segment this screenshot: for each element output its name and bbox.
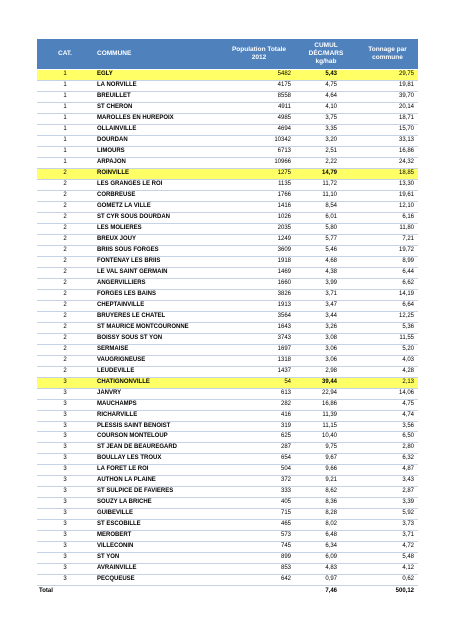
table-row bbox=[37, 509, 418, 520]
cell-population: 1275 bbox=[223, 168, 295, 179]
cell-population: 1660 bbox=[223, 278, 295, 289]
cell-cumul: 6,48 bbox=[295, 531, 357, 542]
cell-population: 333 bbox=[223, 487, 295, 498]
cell-commune: COURSON MONTELOUP bbox=[93, 432, 223, 443]
cell-commune: ST CYR SOUS DOURDAN bbox=[93, 212, 223, 223]
cell-cumul: 8,36 bbox=[295, 498, 357, 509]
cell-cumul: 8,54 bbox=[295, 201, 357, 212]
cell-tonnage: 4,12 bbox=[357, 564, 418, 575]
cell-cumul: 11,10 bbox=[295, 190, 357, 201]
cell-cat: 3 bbox=[37, 410, 93, 421]
cell-tonnage: 8,99 bbox=[357, 256, 418, 267]
cell-commune: VILLECONIN bbox=[93, 542, 223, 553]
cell-cumul: 4,64 bbox=[295, 91, 357, 102]
header-commune: COMMUNE bbox=[93, 39, 223, 70]
cell-cat: 1 bbox=[37, 102, 93, 113]
cell-commune: ANGERVILLIERS bbox=[93, 278, 223, 289]
cell-cat: 1 bbox=[37, 91, 93, 102]
table-row bbox=[37, 355, 418, 366]
cell-cat: 2 bbox=[37, 311, 93, 322]
cell-commune: BOULLAY LES TROUX bbox=[93, 454, 223, 465]
cell-cat: 3 bbox=[37, 432, 93, 443]
cell-population: 465 bbox=[223, 520, 295, 531]
cell-population: 642 bbox=[223, 575, 295, 586]
cell-tonnage: 3,71 bbox=[357, 531, 418, 542]
cell-tonnage: 13,30 bbox=[357, 179, 418, 190]
cell-population: 1469 bbox=[223, 267, 295, 278]
table-header bbox=[37, 39, 418, 70]
cell-cumul: 11,15 bbox=[295, 421, 357, 432]
cell-cumul: 3,44 bbox=[295, 311, 357, 322]
cell-cumul: 6,34 bbox=[295, 542, 357, 553]
table-row bbox=[37, 201, 418, 212]
table-row bbox=[37, 190, 418, 201]
cell-cumul: 2,22 bbox=[295, 157, 357, 168]
commune-table bbox=[37, 39, 418, 596]
cell-cumul: 4,68 bbox=[295, 256, 357, 267]
cell-cat: 2 bbox=[37, 201, 93, 212]
cell-cumul: 3,71 bbox=[295, 289, 357, 300]
cell-cat: 2 bbox=[37, 267, 93, 278]
cell-tonnage: 18,71 bbox=[357, 113, 418, 124]
cell-cat: 2 bbox=[37, 234, 93, 245]
cell-tonnage: 19,61 bbox=[357, 190, 418, 201]
cell-population: 1697 bbox=[223, 344, 295, 355]
cell-commune: LEUDEVILLE bbox=[93, 366, 223, 377]
cell-cumul: 4,75 bbox=[295, 80, 357, 91]
table-row bbox=[37, 70, 418, 81]
cell-cat: 3 bbox=[37, 421, 93, 432]
cell-tonnage: 4,72 bbox=[357, 542, 418, 553]
cell-population: 625 bbox=[223, 432, 295, 443]
table-body bbox=[37, 70, 418, 586]
cell-cat: 3 bbox=[37, 575, 93, 586]
cell-cumul: 2,51 bbox=[295, 146, 357, 157]
cell-cumul: 3,99 bbox=[295, 278, 357, 289]
commune-tonnage-sheet bbox=[37, 39, 418, 596]
table-row bbox=[37, 575, 418, 586]
cell-cat: 3 bbox=[37, 564, 93, 575]
cell-population: 3564 bbox=[223, 311, 295, 322]
cell-population: 715 bbox=[223, 509, 295, 520]
table-row bbox=[37, 80, 418, 91]
header-cat: CAT. bbox=[37, 39, 93, 70]
cell-cumul: 9,66 bbox=[295, 465, 357, 476]
cell-tonnage: 6,64 bbox=[357, 300, 418, 311]
cell-population: 654 bbox=[223, 454, 295, 465]
cell-tonnage: 2,80 bbox=[357, 443, 418, 454]
cell-tonnage: 2,13 bbox=[357, 377, 418, 388]
total-tonnage: 500,12 bbox=[357, 586, 418, 597]
cell-cumul: 0,97 bbox=[295, 575, 357, 586]
cell-commune: PLESSIS SAINT BENOIST bbox=[93, 421, 223, 432]
table-row bbox=[37, 410, 418, 421]
cell-commune: PECQUEUSE bbox=[93, 575, 223, 586]
cell-cumul: 2,98 bbox=[295, 366, 357, 377]
table-row bbox=[37, 124, 418, 135]
cell-tonnage: 5,20 bbox=[357, 344, 418, 355]
cell-cat: 3 bbox=[37, 542, 93, 553]
cell-population: 4985 bbox=[223, 113, 295, 124]
cell-commune: ROINVILLE bbox=[93, 168, 223, 179]
cell-commune: FONTENAY LES BRIIS bbox=[93, 256, 223, 267]
table-row bbox=[37, 234, 418, 245]
cell-tonnage: 12,10 bbox=[357, 201, 418, 212]
table-row bbox=[37, 399, 418, 410]
table-row bbox=[37, 289, 418, 300]
cell-cumul: 9,67 bbox=[295, 454, 357, 465]
table-footer bbox=[37, 586, 418, 597]
cell-population: 1135 bbox=[223, 179, 295, 190]
cell-commune: SOUZY LA BRICHE bbox=[93, 498, 223, 509]
cell-population: 1249 bbox=[223, 234, 295, 245]
table-row bbox=[37, 179, 418, 190]
cell-cumul: 4,83 bbox=[295, 564, 357, 575]
cell-tonnage: 18,85 bbox=[357, 168, 418, 179]
total-row bbox=[37, 586, 418, 597]
cell-population: 504 bbox=[223, 465, 295, 476]
cell-tonnage: 29,75 bbox=[357, 70, 418, 81]
cell-tonnage: 12,25 bbox=[357, 311, 418, 322]
cell-population: 2035 bbox=[223, 223, 295, 234]
cell-population: 54 bbox=[223, 377, 295, 388]
table-row bbox=[37, 476, 418, 487]
table-row bbox=[37, 366, 418, 377]
cell-commune: RICHARVILLE bbox=[93, 410, 223, 421]
cell-commune: BRIIS SOUS FORGES bbox=[93, 245, 223, 256]
cell-commune: LES GRANGES LE ROI bbox=[93, 179, 223, 190]
cell-tonnage: 3,39 bbox=[357, 498, 418, 509]
table-row bbox=[37, 245, 418, 256]
cell-cat: 3 bbox=[37, 399, 93, 410]
cell-cumul: 5,43 bbox=[295, 70, 357, 81]
cell-tonnage: 16,86 bbox=[357, 146, 418, 157]
cell-commune: AUTHON LA PLAINE bbox=[93, 476, 223, 487]
cell-tonnage: 6,16 bbox=[357, 212, 418, 223]
cell-cumul: 3,47 bbox=[295, 300, 357, 311]
cell-population: 1918 bbox=[223, 256, 295, 267]
cell-cat: 2 bbox=[37, 344, 93, 355]
table-row bbox=[37, 135, 418, 146]
cell-tonnage: 5,36 bbox=[357, 322, 418, 333]
cell-cat: 3 bbox=[37, 476, 93, 487]
cell-cat: 1 bbox=[37, 157, 93, 168]
cell-tonnage: 20,14 bbox=[357, 102, 418, 113]
cell-population: 4911 bbox=[223, 102, 295, 113]
table-row bbox=[37, 300, 418, 311]
table-row bbox=[37, 223, 418, 234]
cell-commune: MAROLLES EN HUREPOIX bbox=[93, 113, 223, 124]
cell-cat: 2 bbox=[37, 278, 93, 289]
table-row bbox=[37, 322, 418, 333]
cell-tonnage: 4,28 bbox=[357, 366, 418, 377]
cell-population: 1437 bbox=[223, 366, 295, 377]
cell-commune: AVRAINVILLE bbox=[93, 564, 223, 575]
cell-tonnage: 33,13 bbox=[357, 135, 418, 146]
cell-cat: 3 bbox=[37, 443, 93, 454]
cell-tonnage: 4,03 bbox=[357, 355, 418, 366]
cell-commune: GOMETZ LA VILLE bbox=[93, 201, 223, 212]
cell-cumul: 39,44 bbox=[295, 377, 357, 388]
cell-commune: BREUILLET bbox=[93, 91, 223, 102]
cell-commune: CHEPTAINVILLE bbox=[93, 300, 223, 311]
table-row bbox=[37, 377, 418, 388]
table-row bbox=[37, 212, 418, 223]
header-cumul: CUMUL DÉC/MARS kg/hab bbox=[295, 39, 357, 70]
cell-tonnage: 14,06 bbox=[357, 388, 418, 399]
cell-commune: MEROBERT bbox=[93, 531, 223, 542]
cell-commune: DOURDAN bbox=[93, 135, 223, 146]
cell-tonnage: 6,50 bbox=[357, 432, 418, 443]
cell-population: 4694 bbox=[223, 124, 295, 135]
cell-cumul: 8,62 bbox=[295, 487, 357, 498]
table-row bbox=[37, 542, 418, 553]
cell-population: 8558 bbox=[223, 91, 295, 102]
table-row bbox=[37, 113, 418, 124]
cell-cumul: 3,26 bbox=[295, 322, 357, 333]
cell-tonnage: 0,62 bbox=[357, 575, 418, 586]
cell-commune: MAUCHAMPS bbox=[93, 399, 223, 410]
cell-tonnage: 19,81 bbox=[357, 80, 418, 91]
table-row bbox=[37, 311, 418, 322]
cell-commune: ST ESCOBILLE bbox=[93, 520, 223, 531]
cell-tonnage: 5,48 bbox=[357, 553, 418, 564]
table-row bbox=[37, 157, 418, 168]
cell-tonnage: 4,75 bbox=[357, 399, 418, 410]
cell-population: 5482 bbox=[223, 70, 295, 81]
header-population: Population Totale 2012 bbox=[223, 39, 295, 70]
cell-population: 573 bbox=[223, 531, 295, 542]
cell-population: 4175 bbox=[223, 80, 295, 91]
cell-cat: 1 bbox=[37, 80, 93, 91]
cell-tonnage: 6,32 bbox=[357, 454, 418, 465]
cell-cumul: 4,38 bbox=[295, 267, 357, 278]
cell-population: 1643 bbox=[223, 322, 295, 333]
cell-commune: VAUGRIGNEUSE bbox=[93, 355, 223, 366]
cell-cumul: 8,02 bbox=[295, 520, 357, 531]
cell-tonnage: 11,80 bbox=[357, 223, 418, 234]
cell-cat: 3 bbox=[37, 531, 93, 542]
cell-cumul: 14,79 bbox=[295, 168, 357, 179]
cell-population: 1913 bbox=[223, 300, 295, 311]
cell-cumul: 5,46 bbox=[295, 245, 357, 256]
table-row bbox=[37, 432, 418, 443]
table-row bbox=[37, 267, 418, 278]
cell-cat: 3 bbox=[37, 377, 93, 388]
table-row bbox=[37, 168, 418, 179]
cell-population: 10966 bbox=[223, 157, 295, 168]
cell-cat: 2 bbox=[37, 333, 93, 344]
cell-cumul: 3,06 bbox=[295, 344, 357, 355]
cell-commune: CORBREUSE bbox=[93, 190, 223, 201]
cell-population: 899 bbox=[223, 553, 295, 564]
cell-cat: 1 bbox=[37, 113, 93, 124]
cell-tonnage: 24,32 bbox=[357, 157, 418, 168]
header-row bbox=[37, 39, 418, 70]
cell-cat: 3 bbox=[37, 498, 93, 509]
table-row bbox=[37, 487, 418, 498]
cell-population: 3743 bbox=[223, 333, 295, 344]
cell-commune: BOISSY SOUS ST YON bbox=[93, 333, 223, 344]
table-row bbox=[37, 531, 418, 542]
cell-commune: BRUYERES LE CHATEL bbox=[93, 311, 223, 322]
table-row bbox=[37, 91, 418, 102]
table-row bbox=[37, 421, 418, 432]
cell-commune: GUIBEVILLE bbox=[93, 509, 223, 520]
cell-commune: LA NORVILLE bbox=[93, 80, 223, 91]
cell-cat: 1 bbox=[37, 146, 93, 157]
cell-commune: LIMOURS bbox=[93, 146, 223, 157]
table-row bbox=[37, 465, 418, 476]
cell-cat: 3 bbox=[37, 487, 93, 498]
cell-population: 1318 bbox=[223, 355, 295, 366]
table-row bbox=[37, 498, 418, 509]
cell-cumul: 5,80 bbox=[295, 223, 357, 234]
cell-population: 287 bbox=[223, 443, 295, 454]
cell-commune: ST JEAN DE BEAUREGARD bbox=[93, 443, 223, 454]
cell-commune: FORGES LES BAINS bbox=[93, 289, 223, 300]
cell-cumul: 9,75 bbox=[295, 443, 357, 454]
cell-population: 853 bbox=[223, 564, 295, 575]
cell-cat: 2 bbox=[37, 289, 93, 300]
cell-commune: SERMAISE bbox=[93, 344, 223, 355]
cell-population: 1416 bbox=[223, 201, 295, 212]
table-row bbox=[37, 102, 418, 113]
cell-cumul: 22,94 bbox=[295, 388, 357, 399]
table-row bbox=[37, 454, 418, 465]
cell-cumul: 8,28 bbox=[295, 509, 357, 520]
cell-cat: 2 bbox=[37, 179, 93, 190]
cell-population: 745 bbox=[223, 542, 295, 553]
cell-cumul: 10,40 bbox=[295, 432, 357, 443]
cell-cumul: 9,21 bbox=[295, 476, 357, 487]
cell-population: 3609 bbox=[223, 245, 295, 256]
cell-tonnage: 7,21 bbox=[357, 234, 418, 245]
cell-commune: ST SULPICE DE FAVIERES bbox=[93, 487, 223, 498]
cell-cumul: 6,01 bbox=[295, 212, 357, 223]
cell-cat: 2 bbox=[37, 223, 93, 234]
cell-cat: 3 bbox=[37, 553, 93, 564]
cell-cumul: 11,39 bbox=[295, 410, 357, 421]
cell-cat: 2 bbox=[37, 322, 93, 333]
cell-cat: 2 bbox=[37, 256, 93, 267]
cell-population: 416 bbox=[223, 410, 295, 421]
table-row bbox=[37, 278, 418, 289]
total-cumul: 7,46 bbox=[295, 586, 357, 597]
cell-cat: 3 bbox=[37, 388, 93, 399]
table-row bbox=[37, 553, 418, 564]
cell-population: 10342 bbox=[223, 135, 295, 146]
cell-tonnage: 11,55 bbox=[357, 333, 418, 344]
cell-cumul: 3,08 bbox=[295, 333, 357, 344]
cell-cumul: 5,77 bbox=[295, 234, 357, 245]
cell-tonnage: 6,44 bbox=[357, 267, 418, 278]
cell-cat: 1 bbox=[37, 124, 93, 135]
cell-cat: 3 bbox=[37, 509, 93, 520]
cell-tonnage: 5,92 bbox=[357, 509, 418, 520]
cell-population: 613 bbox=[223, 388, 295, 399]
table-row bbox=[37, 388, 418, 399]
cell-commune: LES MOLIERES bbox=[93, 223, 223, 234]
cell-commune: JANVRY bbox=[93, 388, 223, 399]
cell-commune: CHATIGNONVILLE bbox=[93, 377, 223, 388]
cell-cumul: 3,75 bbox=[295, 113, 357, 124]
cell-tonnage: 2,87 bbox=[357, 487, 418, 498]
cell-cat: 2 bbox=[37, 355, 93, 366]
cell-commune: ST YON bbox=[93, 553, 223, 564]
cell-cat: 2 bbox=[37, 212, 93, 223]
table-row bbox=[37, 333, 418, 344]
cell-cat: 2 bbox=[37, 168, 93, 179]
cell-cumul: 16,86 bbox=[295, 399, 357, 410]
cell-tonnage: 14,19 bbox=[357, 289, 418, 300]
cell-commune: LE VAL SAINT GERMAIN bbox=[93, 267, 223, 278]
cell-commune: OLLAINVILLE bbox=[93, 124, 223, 135]
cell-population: 319 bbox=[223, 421, 295, 432]
cell-cat: 3 bbox=[37, 454, 93, 465]
cell-cat: 3 bbox=[37, 520, 93, 531]
cell-cat: 2 bbox=[37, 190, 93, 201]
cell-tonnage: 15,70 bbox=[357, 124, 418, 135]
table-row bbox=[37, 146, 418, 157]
cell-tonnage: 39,70 bbox=[357, 91, 418, 102]
cell-population: 372 bbox=[223, 476, 295, 487]
cell-tonnage: 6,62 bbox=[357, 278, 418, 289]
table-row bbox=[37, 564, 418, 575]
cell-population: 282 bbox=[223, 399, 295, 410]
cell-tonnage: 19,72 bbox=[357, 245, 418, 256]
cell-tonnage: 3,56 bbox=[357, 421, 418, 432]
cell-tonnage: 4,87 bbox=[357, 465, 418, 476]
cell-cat: 3 bbox=[37, 465, 93, 476]
cell-population: 405 bbox=[223, 498, 295, 509]
cell-cat: 2 bbox=[37, 300, 93, 311]
cell-population: 1026 bbox=[223, 212, 295, 223]
cell-commune: ST MAURICE MONTCOURONNE bbox=[93, 322, 223, 333]
cell-population: 1766 bbox=[223, 190, 295, 201]
cell-cumul: 4,10 bbox=[295, 102, 357, 113]
cell-tonnage: 3,73 bbox=[357, 520, 418, 531]
cell-tonnage: 4,74 bbox=[357, 410, 418, 421]
table-row bbox=[37, 256, 418, 267]
cell-population: 6713 bbox=[223, 146, 295, 157]
cell-population: 3826 bbox=[223, 289, 295, 300]
cell-cat: 1 bbox=[37, 70, 93, 81]
cell-cumul: 3,20 bbox=[295, 135, 357, 146]
cell-commune: ARPAJON bbox=[93, 157, 223, 168]
total-label: Total bbox=[37, 586, 295, 597]
cell-cat: 2 bbox=[37, 245, 93, 256]
header-tonnage: Tonnage par commune bbox=[357, 39, 418, 70]
cell-commune: EGLY bbox=[93, 70, 223, 81]
cell-commune: ST CHERON bbox=[93, 102, 223, 113]
cell-cumul: 11,72 bbox=[295, 179, 357, 190]
cell-tonnage: 3,43 bbox=[357, 476, 418, 487]
cell-cat: 2 bbox=[37, 366, 93, 377]
table-row bbox=[37, 443, 418, 454]
cell-commune: BREUX JOUY bbox=[93, 234, 223, 245]
cell-cumul: 6,09 bbox=[295, 553, 357, 564]
cell-cumul: 3,35 bbox=[295, 124, 357, 135]
table-row bbox=[37, 344, 418, 355]
cell-cumul: 3,06 bbox=[295, 355, 357, 366]
table-row bbox=[37, 520, 418, 531]
cell-cat: 1 bbox=[37, 135, 93, 146]
cell-commune: LA FORET LE ROI bbox=[93, 465, 223, 476]
